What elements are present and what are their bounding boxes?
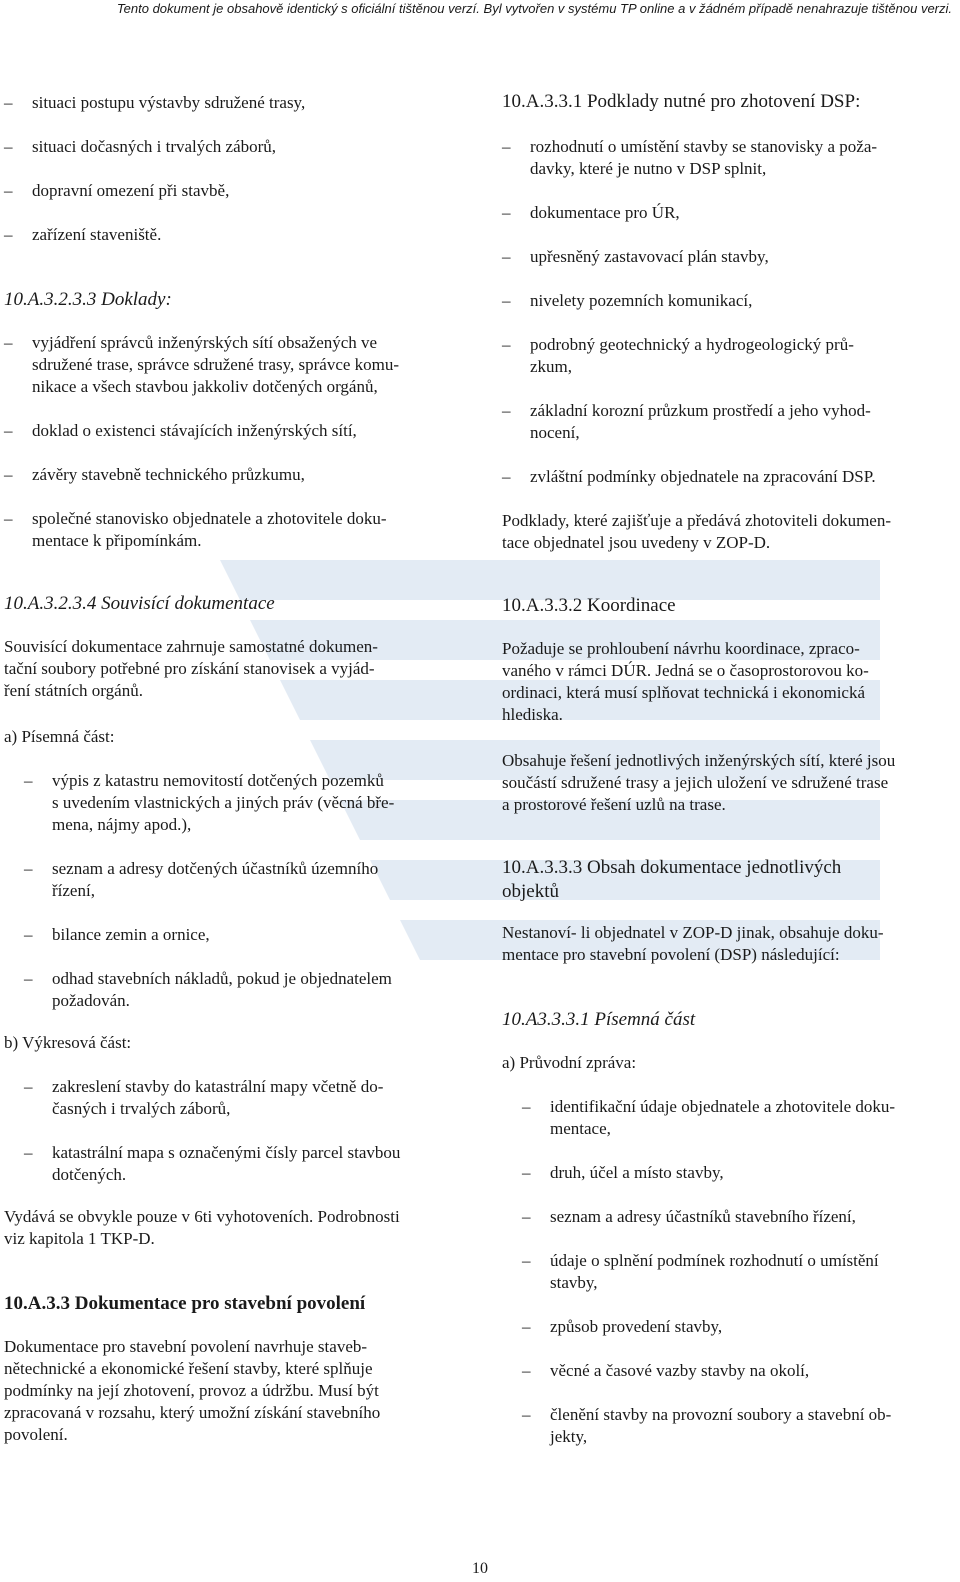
- dash-marker: –: [4, 225, 13, 244]
- list-item: – bilance zemin a ornice,: [24, 925, 210, 944]
- section-heading-koordinace: 10.A.3.3.2 Koordinace: [502, 595, 676, 616]
- list-item: – upřesněný zastavovací plán stavby,: [502, 247, 769, 266]
- list-item: – situaci postupu výstavby sdružené trasy,: [4, 93, 306, 112]
- section-heading-podklady: 10.A.3.3.1 Podklady nutné pro zhotovení DSP:: [502, 91, 861, 112]
- paragraph: Dokumentace pro stavební povolení navrhuje staveb- nětechnické a ekonomické řešení stavby, které splňuje podmínky na její zhotovení, provoz a údržbu. Musí být zpracovaná v rozsahu, který umožní získání stavebního povolení.: [4, 1337, 381, 1444]
- list-item: – společné stanovisko objednatele a zhotovitele doku- mentace k připomínkám.: [4, 509, 387, 550]
- list-item: – doklad o existenci stávajících inženýrských sítí,: [4, 421, 357, 440]
- dash-marker: –: [4, 137, 13, 156]
- disclaimer-banner: Tento dokument je obsahově identický s oficiální tištěnou verzí. Byl vytvořen v systému TP online a v žádném případě nenahrazuje tištěnou verzi.: [116, 1, 952, 16]
- list-item: – způsob provedení stavby,: [522, 1317, 723, 1336]
- list-item: – výpis z katastru nemovitostí dotčených pozemků s uvedením vlastnických a jiných práv (věcná bře- mena, nájmy apod.),: [24, 771, 395, 834]
- list-item: – situaci dočasných i trvalých záborů,: [4, 137, 277, 156]
- list-item: – odhad stavebních nákladů, pokud je objednatelem požadován.: [24, 969, 392, 1010]
- paragraph: Vydává se obvykle pouze v 6ti vyhotoveních. Podrobnosti viz kapitola 1 TKP-D.: [4, 1207, 400, 1248]
- paragraph: Požaduje se prohloubení návrhu koordinace, zpraco- vaného v rámci DÚR. Jedná se o časoprostorovou ko- ordinaci, která musí splňovat technická i ekonomická hlediska.: [502, 639, 869, 724]
- page-number: 10: [472, 1560, 488, 1577]
- list-item: – dokumentace pro ÚR,: [502, 203, 680, 222]
- list-item: – druh, účel a místo stavby,: [522, 1163, 724, 1182]
- section-heading-dsp: 10.A.3.3 Dokumentace pro stavební povolení: [4, 1293, 366, 1314]
- list-item: – dopravní omezení při stavbě,: [4, 181, 230, 200]
- list-item: – zvláštní podmínky objednatele na zpracování DSP.: [502, 467, 876, 486]
- section-heading-obsah: 10.A.3.3.3 Obsah dokumentace jednotlivých objektů: [502, 857, 842, 902]
- list-item: – rozhodnutí o umístění stavby se stanovisky a poža- davky, které je nutno v DSP splnit,: [502, 137, 878, 178]
- list-item: – seznam a adresy účastníků stavebního řízení,: [522, 1207, 856, 1226]
- dash-marker: –: [4, 181, 13, 200]
- paragraph: Souvisící dokumentace zahrnuje samostatné dokumen- tační soubory potřebné pro získání stanovisek a vyjád- ření státních orgánů.: [4, 637, 378, 700]
- sub-label-a: a) Písemná část:: [4, 727, 115, 746]
- list-item: – podrobný geotechnický a hydrogeologický prů- zkum,: [502, 335, 854, 376]
- list-item: – identifikační údaje objednatele a zhotovitele doku- mentace,: [522, 1097, 896, 1138]
- paragraph: Podklady, které zajišťuje a předává zhotoviteli dokumen- tace objednatel jsou uvedeny v ZOP-D.: [502, 511, 892, 552]
- list-item: – seznam a adresy dotčených účastníků územního řízení,: [24, 859, 379, 900]
- list-item: – vyjádření správců inženýrských sítí obsažených ve sdružené trase, správce sdružené trasy, správce komu- nikace a všech stavbou jakkoliv dotčených orgánů,: [4, 333, 400, 396]
- list-item: – základní korozní průzkum prostředí a jeho vyhod- nocení,: [502, 401, 871, 442]
- list-item: – zakreslení stavby do katastrální mapy včetně do- časných i trvalých záborů,: [24, 1077, 384, 1118]
- list-item: – zařízení staveniště.: [4, 225, 162, 244]
- sub-label-a: a) Průvodní zpráva:: [502, 1053, 637, 1072]
- section-heading-doklady: 10.A.3.2.3.3 Doklady:: [4, 289, 172, 310]
- sub-label-b: b) Výkresová část:: [4, 1033, 132, 1052]
- dash-marker: –: [4, 93, 13, 112]
- list-item: – údaje o splnění podmínek rozhodnutí o umístění stavby,: [522, 1251, 879, 1292]
- list-item: – věcné a časové vazby stavby na okolí,: [522, 1361, 810, 1380]
- list-item: – nivelety pozemních komunikací,: [502, 291, 753, 310]
- list-item: – závěry stavebně technického průzkumu,: [4, 465, 305, 484]
- paragraph: Nestanoví- li objednatel v ZOP-D jinak, obsahuje doku- mentace pro stavební povolení (DSP) následující:: [502, 923, 884, 964]
- section-heading-souvisici: 10.A.3.2.3.4 Souvisící dokumentace: [4, 593, 275, 614]
- list-item: – katastrální mapa s označenými čísly parcel stavbou dotčených.: [24, 1143, 401, 1184]
- section-heading-pisemna: 10.A3.3.3.1 Písemná část: [502, 1009, 696, 1030]
- list-item: – členění stavby na provozní soubory a stavební ob- jekty,: [522, 1405, 892, 1446]
- paragraph: Obsahuje řešení jednotlivých inženýrských sítí, které jsou součástí sdružené trasy a jejich uložení ve sdružené trase a prostorové řešení uzlů na trase.: [502, 751, 896, 814]
